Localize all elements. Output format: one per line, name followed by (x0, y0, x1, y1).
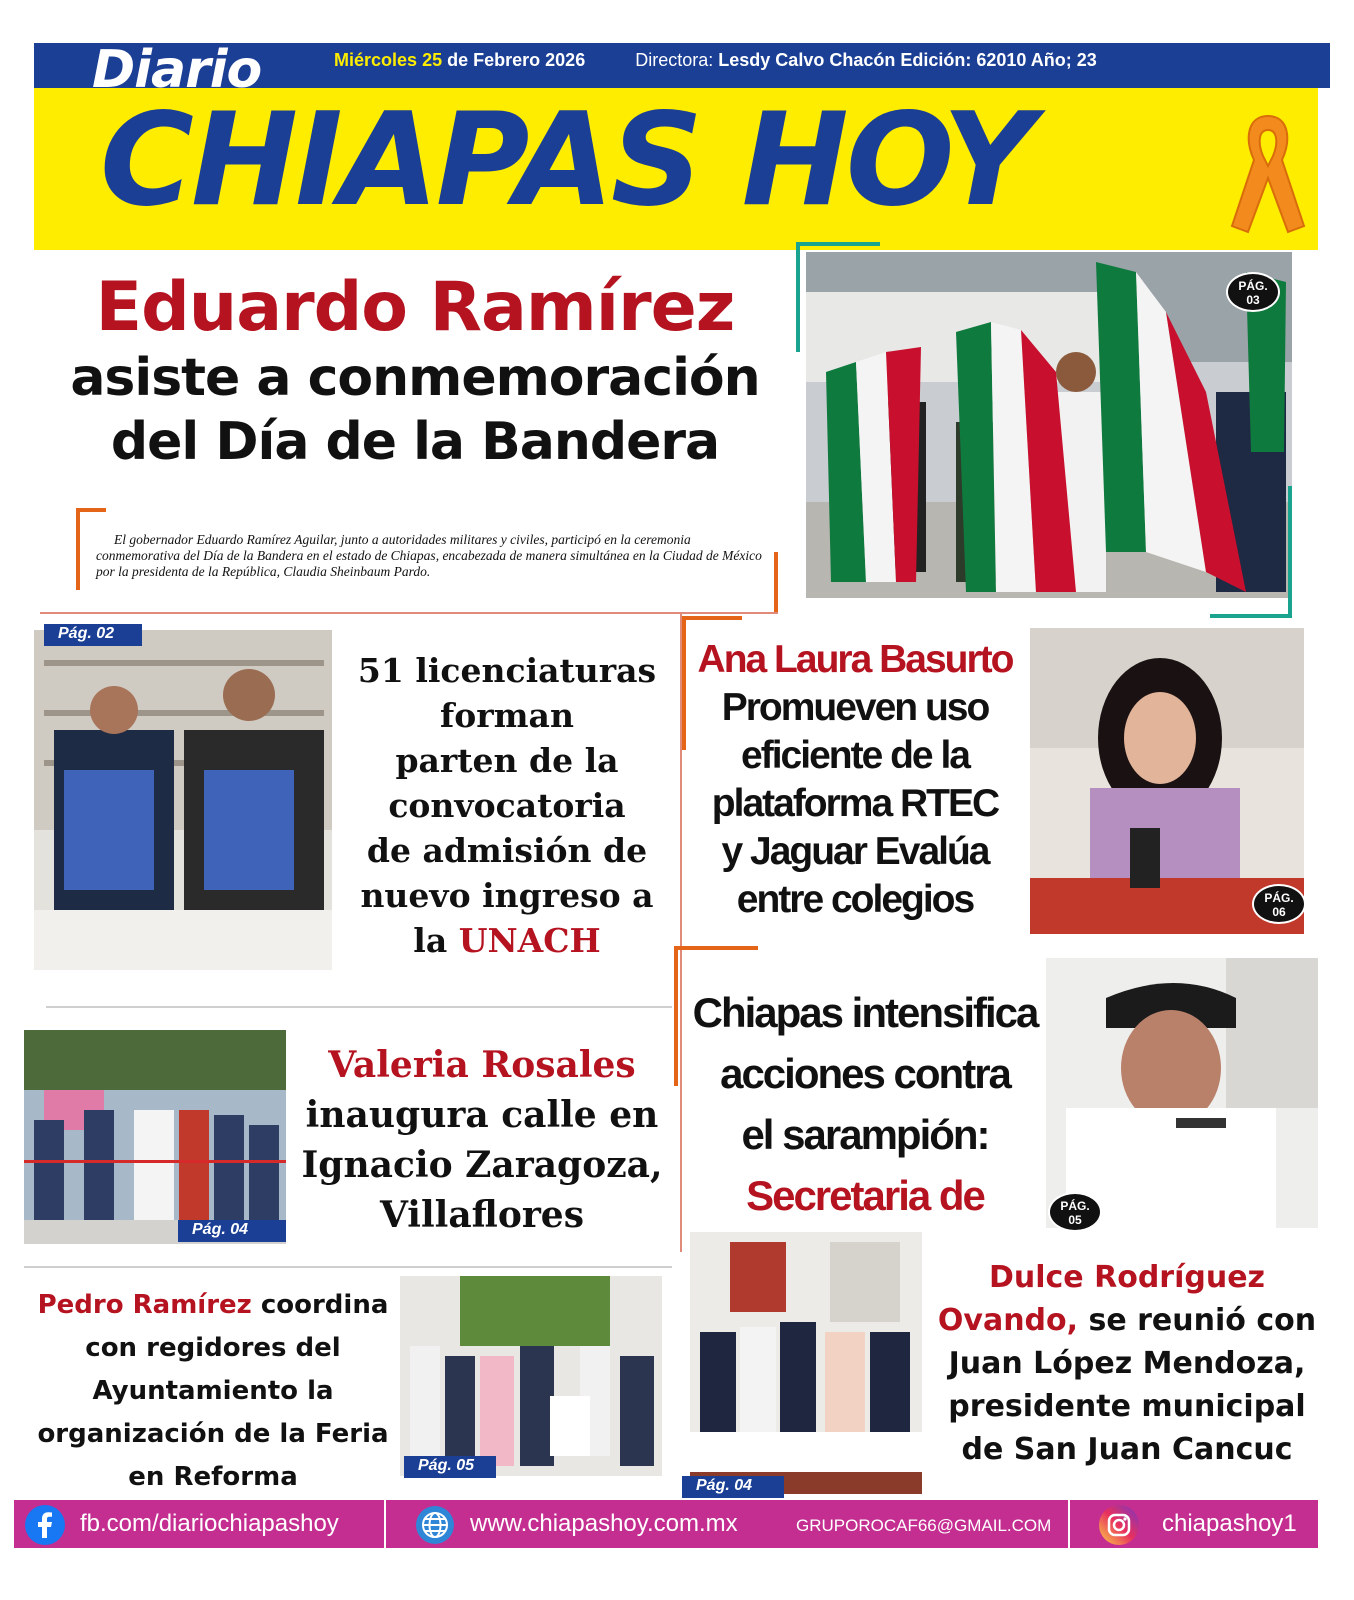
lead-photo-frame-right (1288, 486, 1292, 618)
instagram-link[interactable]: chiapashoy1 (1162, 1510, 1297, 1537)
awareness-ribbon-icon (1226, 108, 1310, 238)
lead-page-badge: PÁG. 03 (1226, 272, 1280, 312)
unach-line: de admisión de (366, 831, 648, 870)
lead-photo-frame-left (796, 242, 800, 352)
facebook-icon[interactable] (24, 1504, 66, 1546)
website-link[interactable]: www.chiapashoy.com.mx (470, 1510, 738, 1537)
salud-page-badge: PÁG. 05 (1048, 1192, 1102, 1232)
dulce-line: Juan López Mendoza, (948, 1346, 1306, 1381)
date-month-year: Febrero 2026 (473, 50, 586, 70)
lead-summary: El gobernador Eduardo Ramírez Aguilar, junto a autoridades militares y civiles, participó en la ceremonia conmemorativa del Día de la Bandera en el estado de Chiapas, encabezada de manera simultánea en la Ciudad de México por la presidenta de la República, Claudia Sheinbaum Pardo. (96, 532, 762, 579)
masthead-edge (1318, 88, 1330, 250)
ana-line: Promueven uso (721, 686, 989, 729)
salud-photo (1046, 958, 1318, 1228)
pedro-photo (400, 1276, 662, 1476)
valeria-line: Ignacio Zaragoza, (301, 1144, 663, 1186)
facebook-link[interactable]: fb.com/diariochiapashoy (80, 1510, 339, 1537)
unach-line: 51 licenciaturas (357, 651, 657, 690)
unach-line: nuevo ingreso a (360, 876, 654, 915)
unach-line: parten de la (395, 741, 619, 780)
dulce-name: Dulce Rodríguez (988, 1260, 1266, 1295)
pedro-headline (30, 1284, 396, 1499)
year-label: Año; 23 (1030, 50, 1097, 70)
masthead-dateline (334, 50, 1097, 71)
salud-accent (674, 946, 678, 1086)
pedro-page-tag: Pág. 05 (404, 1456, 496, 1478)
salud-accent-top (674, 946, 758, 950)
valeria-name: Valeria Rosales (328, 1044, 636, 1086)
section-rule (40, 612, 778, 614)
globe-icon[interactable] (414, 1504, 456, 1546)
ana-line: entre colegios (736, 878, 974, 921)
director-name: Lesdy Calvo Chacón (718, 50, 896, 70)
dulce-line: de San Juan Cancuc (961, 1432, 1293, 1467)
date-de: de (447, 50, 469, 70)
section-rule (46, 1006, 672, 1008)
ana-line: y Jaguar Evalúa (721, 830, 989, 873)
lead-headline-line1: asiste a conmemoración (70, 348, 760, 408)
ana-accent-top (682, 616, 742, 620)
lead-photo-frame-bottom (1210, 614, 1292, 618)
valeria-page-tag: Pág. 04 (178, 1220, 286, 1242)
masthead-diario: Diario (92, 40, 262, 100)
instagram-icon[interactable] (1098, 1504, 1140, 1546)
ana-line: plataforma RTEC (711, 782, 999, 825)
lead-bracket-top (76, 508, 106, 512)
lead-headline-line2: del Día de la Bandera (110, 412, 720, 472)
valeria-line: inaugura calle en (305, 1094, 659, 1136)
dulce-page-tag: Pág. 04 (682, 1476, 784, 1498)
newspaper-title: CHIAPAS HOY (100, 86, 1032, 235)
unach-last-line: la UNACH (413, 921, 601, 960)
dulce-photo (690, 1232, 922, 1494)
edition-label: Edición: 62010 (900, 50, 1027, 70)
lead-photo-frame-top (796, 242, 880, 246)
salud-red: Secretaria de (746, 1172, 984, 1219)
ana-accent (682, 616, 686, 750)
date-day: 25 (422, 50, 443, 70)
email-link[interactable]: GRUPOROCAF66@GMAIL.COM (796, 1516, 1052, 1535)
unach-headline (340, 648, 674, 963)
ana-page-badge: PÁG. 06 (1252, 884, 1306, 924)
pedro-line: con regidores del (85, 1333, 341, 1363)
unach-page-tag: Pág. 02 (44, 624, 142, 646)
pedro-first-line: Pedro Ramírez coordina (37, 1290, 389, 1320)
footer-divider (1068, 1500, 1070, 1548)
lead-photo-flag-ceremony (806, 252, 1292, 598)
unach-photo (34, 630, 332, 970)
director-label: Directora: (635, 50, 714, 70)
salud-line: Chiapas intensifica (692, 989, 1038, 1036)
date-weekday: Miércoles (334, 50, 418, 70)
lead-headline-name: Eduardo Ramírez (95, 268, 735, 347)
pedro-line: en Reforma (128, 1462, 298, 1492)
ana-headline (690, 636, 1020, 924)
footer-divider (384, 1500, 386, 1548)
lead-bracket-left (76, 508, 80, 590)
unach-line: forman (440, 696, 574, 735)
valeria-photo (24, 1030, 286, 1244)
dulce-line2: Ovando, se reunió con (937, 1303, 1317, 1338)
dulce-headline (932, 1256, 1322, 1471)
pedro-line: organización de la Feria (37, 1419, 389, 1449)
dulce-line: presidente municipal (948, 1389, 1306, 1424)
salud-line: acciones contra (720, 1050, 1010, 1097)
ana-name: Ana Laura Basurto (697, 638, 1013, 681)
valeria-line: Villaflores (380, 1194, 584, 1236)
salud-line: el sarampión: (741, 1111, 989, 1158)
pedro-line: Ayuntamiento la (92, 1376, 334, 1406)
unach-line: convocatoria (388, 786, 626, 825)
section-rule (24, 1266, 672, 1268)
divider-accent (774, 552, 778, 614)
valeria-headline (290, 1040, 674, 1240)
ana-line: eficiente de la (741, 734, 969, 777)
